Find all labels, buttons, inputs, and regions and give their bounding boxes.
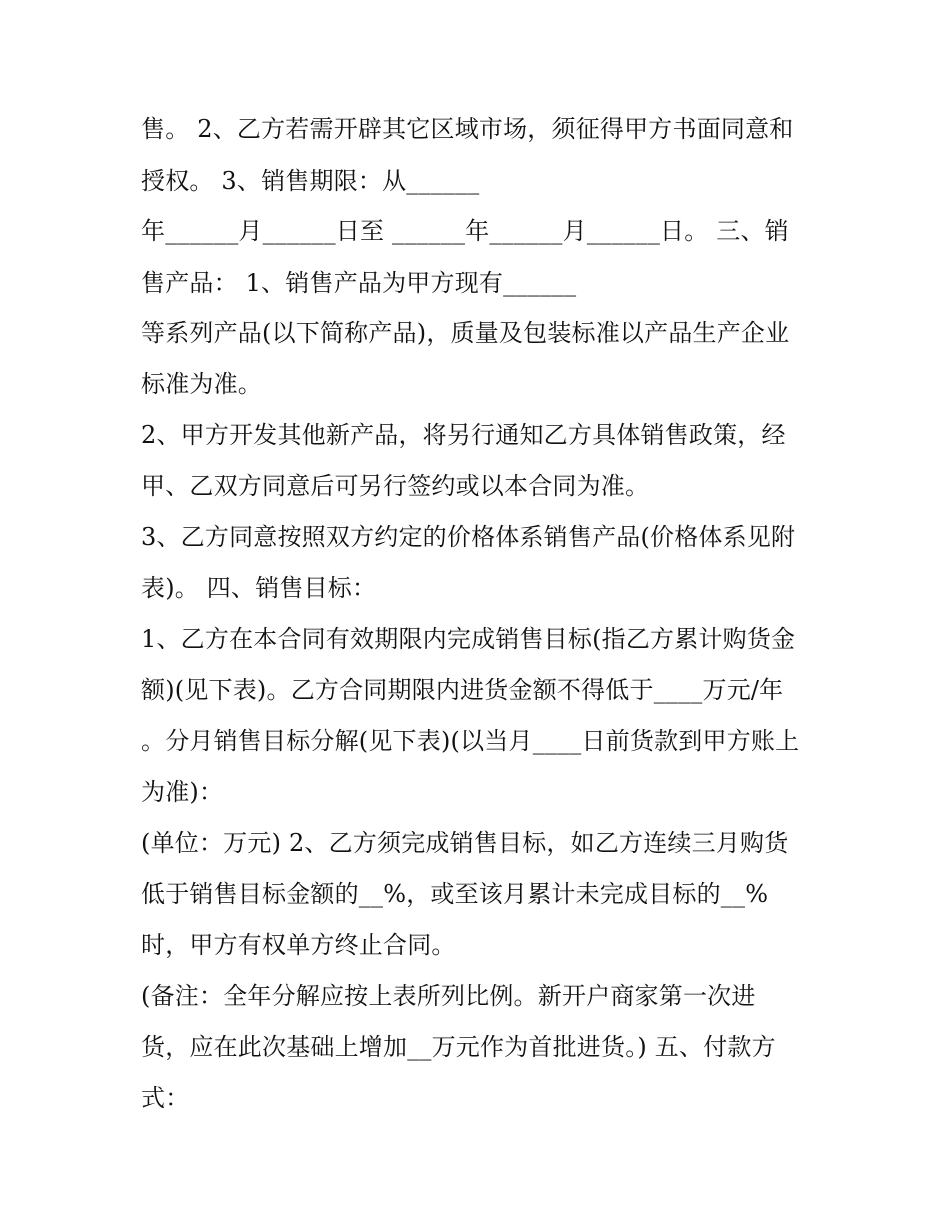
text-line: 年______月______日至 ______年______月______日。 三、销 <box>141 217 789 245</box>
text-line: 低于销售目标金额的__%，或至该月累计未完成目标的__% <box>141 880 769 908</box>
text-line: 2、甲方开发其他新产品，将另行通知乙方具体销售政策，经 <box>141 421 786 449</box>
text-line: 货，应在此次基础上增加__万元作为首批进货。) 五、付款方 <box>141 1033 776 1061</box>
text-line: 等系列产品(以下简称产品)，质量及包装标准以产品生产企业 <box>141 319 790 347</box>
text-line: 为准)： <box>141 778 224 806</box>
text-line: 式： <box>141 1084 190 1112</box>
text-line: (备注：全年分解应按上表所列比例。新开户商家第一次进 <box>141 982 756 1010</box>
text-line: 授权。 3、销售期限：从______ <box>141 167 480 195</box>
text-line: 额)(见下表)。乙方合同期限内进货金额不得低于____万元/年 <box>141 676 784 704</box>
text-line: 。分月销售目标分解(见下表)(以当月____日前货款到甲方账上 <box>141 727 800 755</box>
text-line: (单位：万元) 2、乙方须完成销售目标，如乙方连续三月购货 <box>141 829 789 857</box>
text-line: 表)。 四、销售目标： <box>141 574 377 602</box>
text-line: 售产品： 1、销售产品为甲方现有______ <box>141 269 577 297</box>
text-line: 3、乙方同意按照双方约定的价格体系销售产品(价格体系见附 <box>141 523 796 551</box>
text-line: 标准为准。 <box>141 370 262 398</box>
text-line: 时，甲方有权单方终止合同。 <box>141 931 456 959</box>
text-line: 1、乙方在本合同有效期限内完成销售目标(指乙方累计购货金 <box>141 625 796 653</box>
text-line: 售。 2、乙方若需开辟其它区域市场，须征得甲方书面同意和 <box>141 115 794 143</box>
text-line: 甲、乙双方同意后可另行签约或以本合同为准。 <box>141 472 650 500</box>
